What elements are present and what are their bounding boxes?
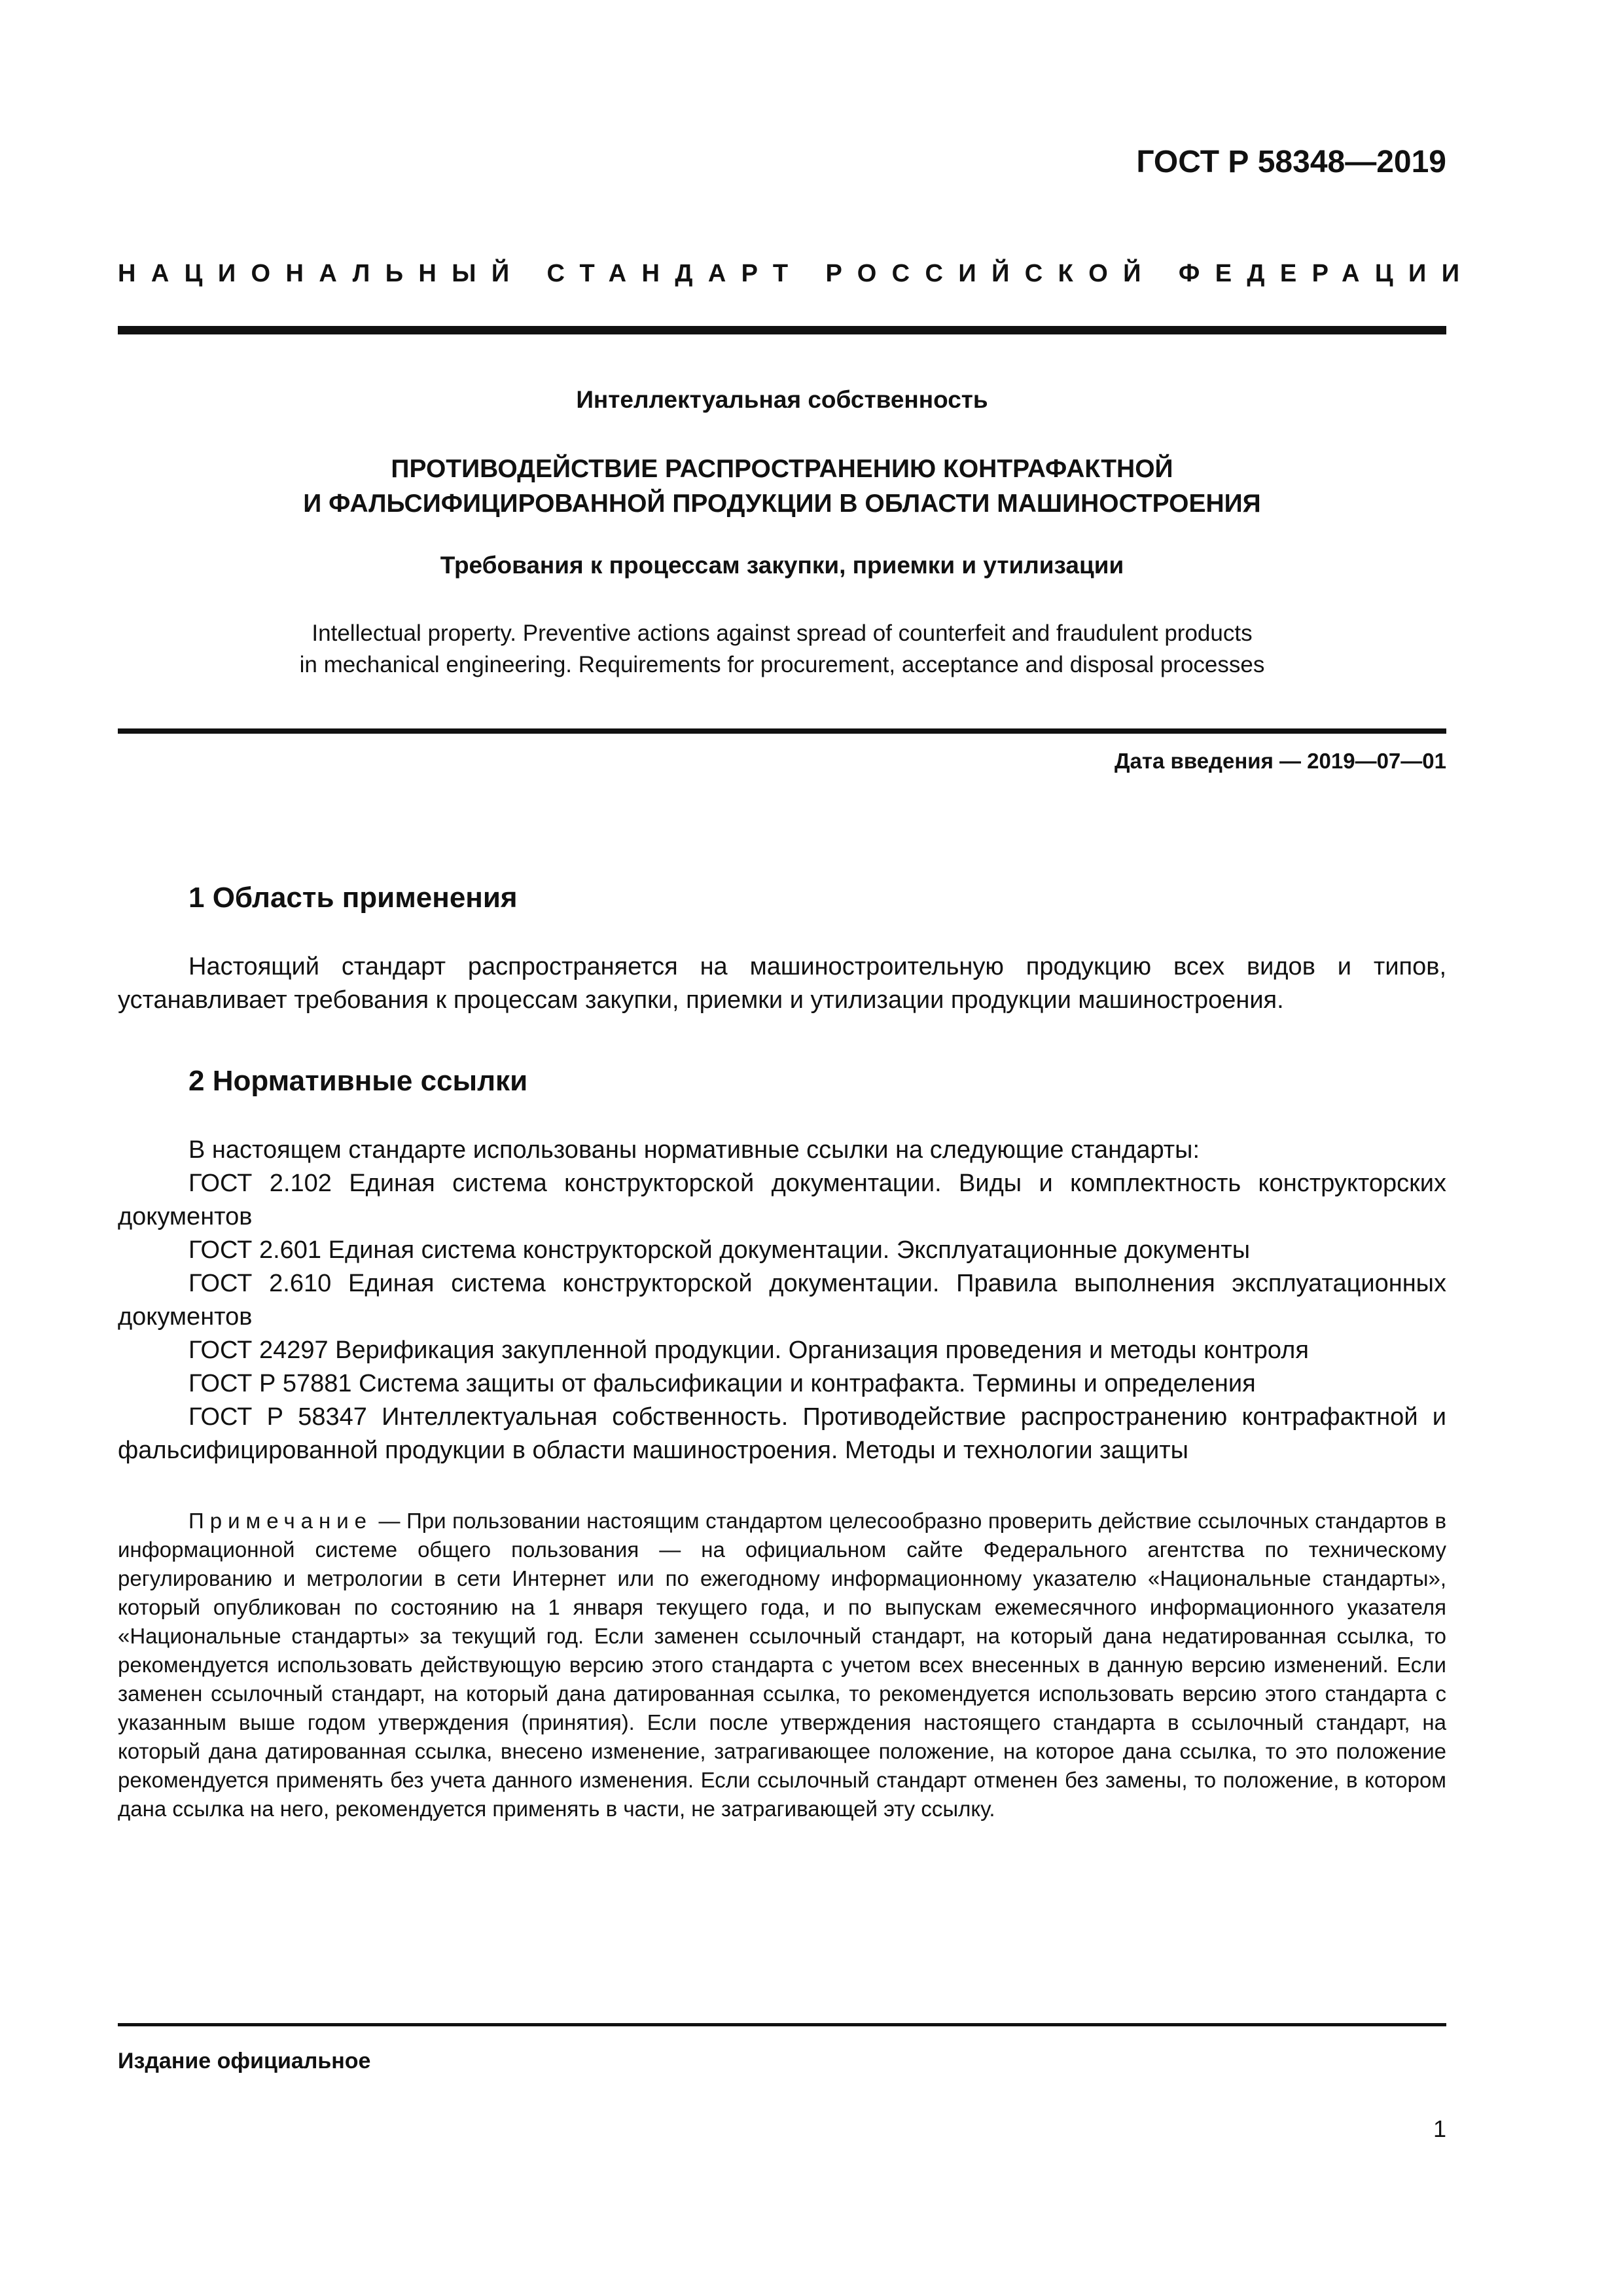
document-code: ГОСТ Р 58348—2019 [1136, 145, 1446, 179]
footer-divider [118, 2023, 1446, 2026]
document-subtitle: Требования к процессам закупки, приемки и утилизации [440, 552, 1124, 579]
page-number: 1 [1433, 2115, 1446, 2142]
introduction-date: Дата введения — 2019—07—01 [1115, 749, 1446, 773]
edition-label: Издание официальное [118, 2049, 371, 2073]
section-1-body [118, 950, 1446, 1017]
document-title [118, 452, 1446, 521]
english-title [118, 618, 1446, 681]
standard-type-banner: НАЦИОНАЛЬНЫЙ СТАНДАРТ РОССИЙСКОЙ ФЕДЕРАЦИИ [118, 260, 1475, 287]
section-2-heading: 2 Нормативные ссылки [188, 1065, 528, 1097]
section-2-body [118, 1134, 1446, 1467]
english-title-line-2: in mechanical engineering. Requirements for procurement, acceptance and disposal processes [299, 652, 1265, 677]
section-1-paragraph: Настоящий стандарт распространяется на машиностроительную продукцию всех видов и типов, устанавливает требования к процессам закупки, приемки и утилизации продукции машиностроения. [118, 953, 1446, 1014]
reference-item: ГОСТ 24297 Верификация закупленной продукции. Организация проведения и методы контроля [188, 1336, 1309, 1364]
reference-item: ГОСТ 2.102 Единая система конструкторской документации. Виды и комплектность конструкторских документов [118, 1170, 1446, 1230]
title-divider [118, 728, 1446, 734]
document-page [118, 0, 1475, 2296]
document-subject: Интеллектуальная собственность [576, 386, 988, 413]
section-1-heading: 1 Область применения [188, 882, 518, 914]
reference-note [118, 1507, 1446, 1823]
header-divider [118, 326, 1446, 334]
note-text: — При пользовании настоящим стандартом целесообразно проверить действие ссылочных стандартов в информационной системе общего пользования — на официальном сайте Федерального агентства по техническому регулированию и метрологии в сети Интернет или по ежегодному информационному указателю «Национальные стандарты», который опубликован по состоянию на 1 января текущего года, и по выпускам ежемесячного информационного указателя «Национальные стандарты» за текущий год. Если заменен ссылочный стандарт, на который дана недатированная ссылка, то рекомендуется использовать действующую версию этого стандарта с учетом всех внесенных в данную версию изменений. Если заменен ссылочный стандарт, на который дана датированная ссылка, то рекомендуется использовать версию этого стандарта с указанным выше годом утверждения (принятия). Если после утверждения настоящего стандарта в ссылочный стандарт, на который дана датированная ссылка, внесено изменение, затрагивающее положение, на которое дана ссылка, то это положение рекомендуется применять без учета данного изменения. Если ссылочный стандарт отменен без замены, то положение, в котором дана ссылка на него, рекомендуется применять в части, не затрагивающей эту ссылку. [118, 1509, 1446, 1821]
title-line-1: ПРОТИВОДЕЙСТВИЕ РАСПРОСТРАНЕНИЮ КОНТРАФАКТНОЙ [391, 455, 1173, 483]
reference-item: ГОСТ Р 58347 Интеллектуальная собственность. Противодействие распространению контрафактной и фальсифицированной продукции в области машиностроения. Методы и технологии защиты [118, 1403, 1446, 1464]
note-label: Примечание [188, 1509, 373, 1533]
reference-item: ГОСТ Р 57881 Система защиты от фальсификации и контрафакта. Термины и определения [188, 1370, 1256, 1397]
reference-item: ГОСТ 2.601 Единая система конструкторской документации. Эксплуатационные документы [188, 1236, 1251, 1264]
reference-item: ГОСТ 2.610 Единая система конструкторской документации. Правила выполнения эксплуатационных документов [118, 1270, 1446, 1331]
english-title-line-1: Intellectual property. Preventive actions against spread of counterfeit and fraudulent products [312, 620, 1253, 646]
section-2-intro: В настоящем стандарте использованы нормативные ссылки на следующие стандарты: [188, 1136, 1200, 1164]
note-paragraph [118, 1507, 1446, 1823]
title-line-2: И ФАЛЬСИФИЦИРОВАННОЙ ПРОДУКЦИИ В ОБЛАСТИ МАШИНОСТРОЕНИЯ [303, 490, 1261, 518]
